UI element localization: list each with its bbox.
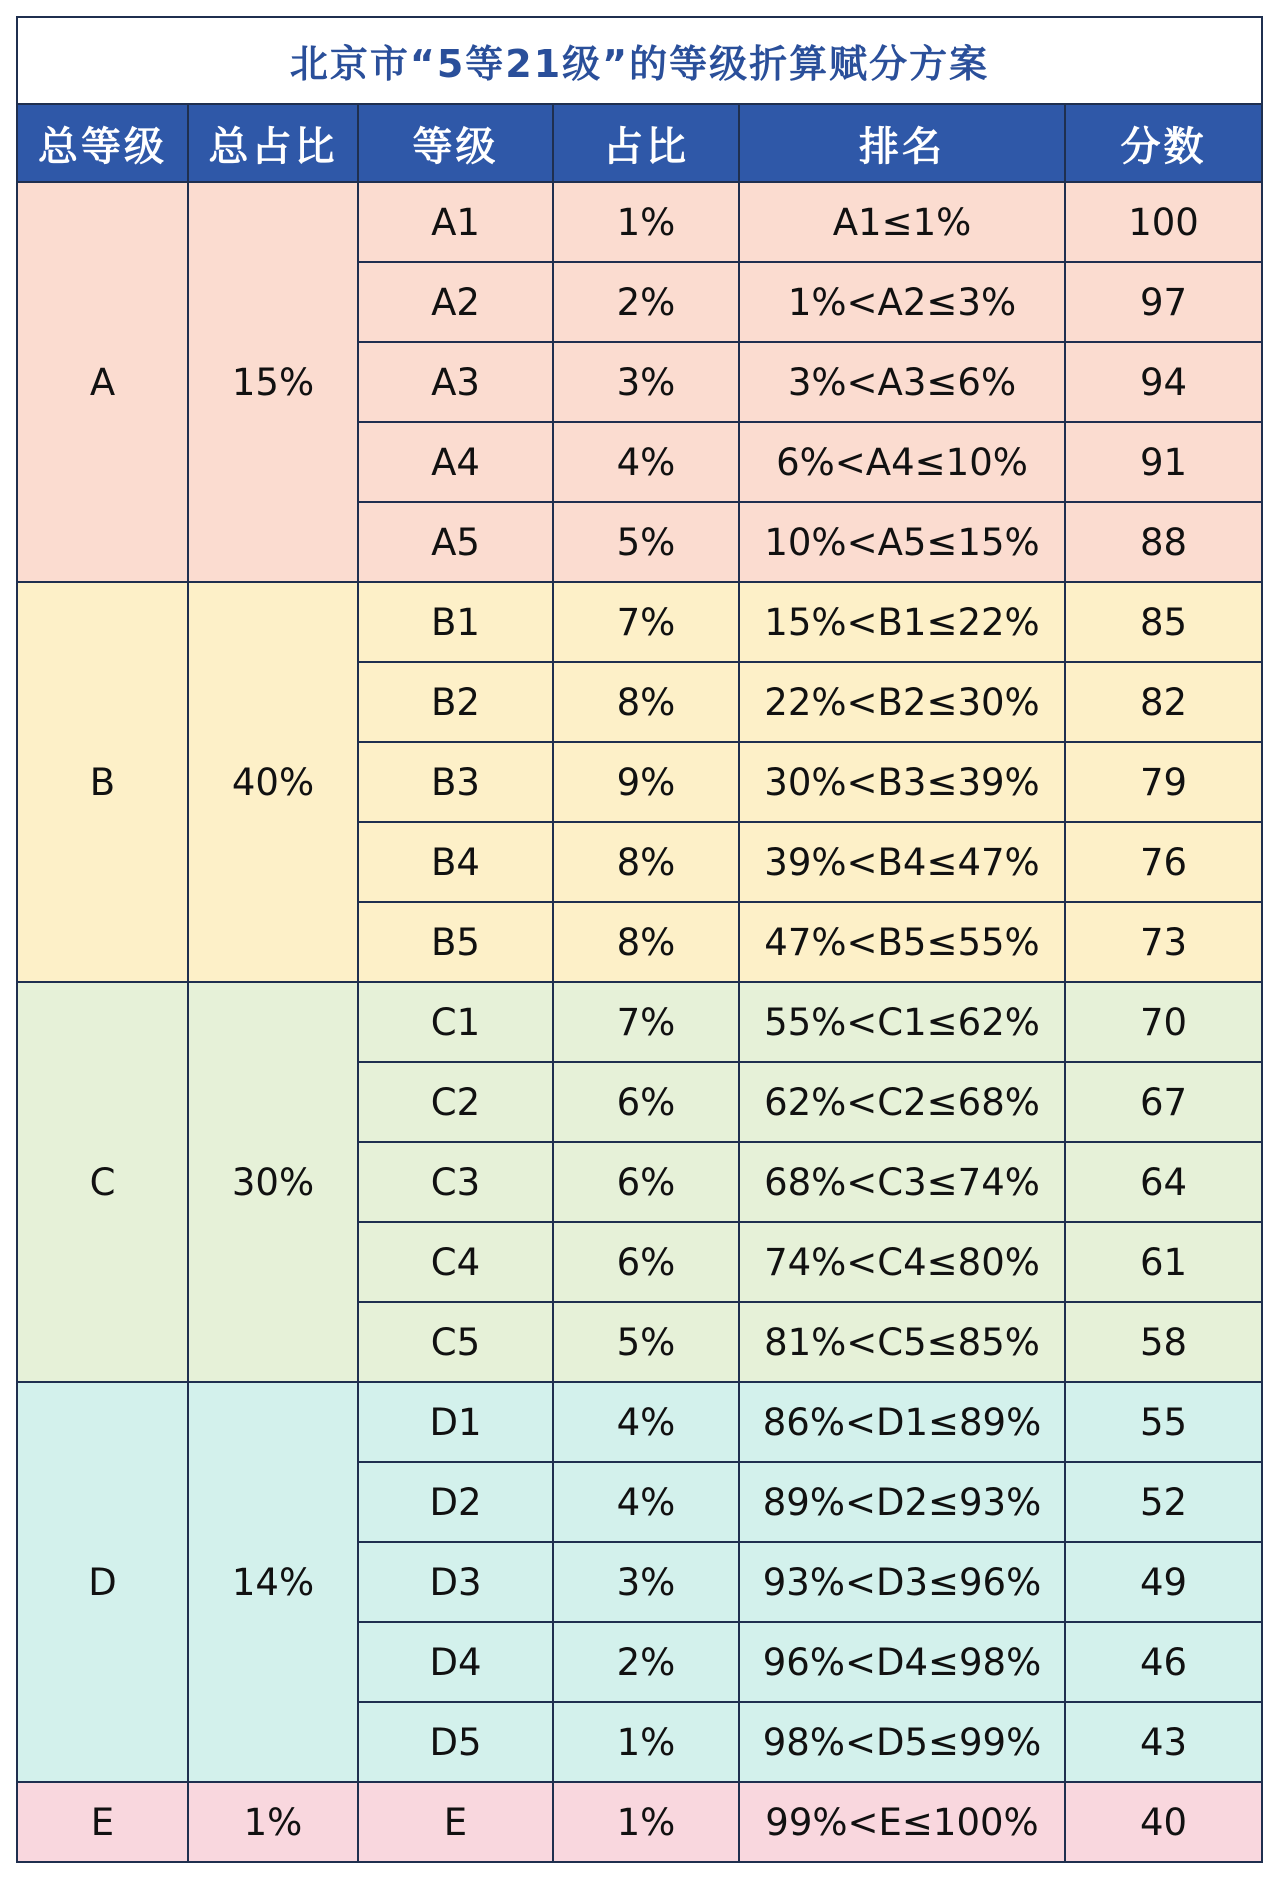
grade-cell: B5	[358, 902, 553, 982]
rank-cell: 81%<C5≤85%	[739, 1302, 1065, 1382]
grade-cell: B1	[358, 582, 553, 662]
rank-cell: 1%<A2≤3%	[739, 262, 1065, 342]
score-cell: 58	[1065, 1302, 1262, 1382]
score-cell: 76	[1065, 822, 1262, 902]
grade-cell: D4	[358, 1622, 553, 1702]
table-title: 北京市“5等21级”的等级折算赋分方案	[17, 17, 1262, 104]
total-ratio-cell: 30%	[188, 982, 358, 1382]
rank-cell: 47%<B5≤55%	[739, 902, 1065, 982]
score-cell: 79	[1065, 742, 1262, 822]
header-total-ratio: 总占比	[188, 104, 358, 182]
score-cell: 61	[1065, 1222, 1262, 1302]
ratio-cell: 9%	[553, 742, 739, 822]
grade-cell: D2	[358, 1462, 553, 1542]
rank-cell: 68%<C3≤74%	[739, 1142, 1065, 1222]
score-cell: 97	[1065, 262, 1262, 342]
grade-cell: A4	[358, 422, 553, 502]
ratio-cell: 1%	[553, 1782, 739, 1862]
grading-table	[16, 16, 1263, 1863]
score-cell: 55	[1065, 1382, 1262, 1462]
grade-cell: B4	[358, 822, 553, 902]
ratio-cell: 4%	[553, 422, 739, 502]
ratio-cell: 8%	[553, 662, 739, 742]
grade-cell: C2	[358, 1062, 553, 1142]
grade-cell: A5	[358, 502, 553, 582]
rank-cell: 55%<C1≤62%	[739, 982, 1065, 1062]
ratio-cell: 2%	[553, 1622, 739, 1702]
rank-cell: 39%<B4≤47%	[739, 822, 1065, 902]
ratio-cell: 2%	[553, 262, 739, 342]
score-cell: 82	[1065, 662, 1262, 742]
total-ratio-cell: 15%	[188, 182, 358, 582]
grade-cell: A1	[358, 182, 553, 262]
table-row	[17, 582, 1262, 662]
score-cell: 73	[1065, 902, 1262, 982]
table-body	[17, 182, 1262, 1862]
score-cell: 85	[1065, 582, 1262, 662]
total-grade-cell: B	[17, 582, 188, 982]
total-grade-cell: A	[17, 182, 188, 582]
score-cell: 40	[1065, 1782, 1262, 1862]
grade-cell: D5	[358, 1702, 553, 1782]
ratio-cell: 5%	[553, 1302, 739, 1382]
table-row	[17, 982, 1262, 1062]
header-grade: 等级	[358, 104, 553, 182]
rank-cell: A1≤1%	[739, 182, 1065, 262]
ratio-cell: 6%	[553, 1222, 739, 1302]
total-grade-cell: D	[17, 1382, 188, 1782]
score-cell: 88	[1065, 502, 1262, 582]
header-row	[17, 104, 1262, 182]
header-score: 分数	[1065, 104, 1262, 182]
title-row	[17, 17, 1262, 104]
rank-cell: 98%<D5≤99%	[739, 1702, 1065, 1782]
rank-cell: 93%<D3≤96%	[739, 1542, 1065, 1622]
ratio-cell: 8%	[553, 822, 739, 902]
grade-cell: C1	[358, 982, 553, 1062]
table-row	[17, 1782, 1262, 1862]
total-ratio-cell: 14%	[188, 1382, 358, 1782]
rank-cell: 15%<B1≤22%	[739, 582, 1065, 662]
grade-cell: C3	[358, 1142, 553, 1222]
header-total-grade: 总等级	[17, 104, 188, 182]
rank-cell: 30%<B3≤39%	[739, 742, 1065, 822]
grade-cell: E	[358, 1782, 553, 1862]
rank-cell: 99%<E≤100%	[739, 1782, 1065, 1862]
score-cell: 64	[1065, 1142, 1262, 1222]
ratio-cell: 7%	[553, 982, 739, 1062]
rank-cell: 89%<D2≤93%	[739, 1462, 1065, 1542]
score-cell: 100	[1065, 182, 1262, 262]
header-rank: 排名	[739, 104, 1065, 182]
ratio-cell: 3%	[553, 1542, 739, 1622]
ratio-cell: 8%	[553, 902, 739, 982]
ratio-cell: 7%	[553, 582, 739, 662]
rank-cell: 62%<C2≤68%	[739, 1062, 1065, 1142]
rank-cell: 74%<C4≤80%	[739, 1222, 1065, 1302]
score-cell: 46	[1065, 1622, 1262, 1702]
grade-cell: A2	[358, 262, 553, 342]
grade-cell: D3	[358, 1542, 553, 1622]
rank-cell: 22%<B2≤30%	[739, 662, 1065, 742]
grade-cell: B3	[358, 742, 553, 822]
score-cell: 43	[1065, 1702, 1262, 1782]
grade-cell: C4	[358, 1222, 553, 1302]
total-ratio-cell: 1%	[188, 1782, 358, 1862]
ratio-cell: 1%	[553, 182, 739, 262]
score-cell: 91	[1065, 422, 1262, 502]
score-cell: 52	[1065, 1462, 1262, 1542]
grade-cell: A3	[358, 342, 553, 422]
ratio-cell: 1%	[553, 1702, 739, 1782]
score-cell: 70	[1065, 982, 1262, 1062]
score-cell: 67	[1065, 1062, 1262, 1142]
table-row	[17, 1382, 1262, 1462]
total-ratio-cell: 40%	[188, 582, 358, 982]
ratio-cell: 4%	[553, 1382, 739, 1462]
total-grade-cell: C	[17, 982, 188, 1382]
rank-cell: 3%<A3≤6%	[739, 342, 1065, 422]
grade-cell: D1	[358, 1382, 553, 1462]
ratio-cell: 4%	[553, 1462, 739, 1542]
header-ratio: 占比	[553, 104, 739, 182]
total-grade-cell: E	[17, 1782, 188, 1862]
ratio-cell: 3%	[553, 342, 739, 422]
ratio-cell: 5%	[553, 502, 739, 582]
score-cell: 94	[1065, 342, 1262, 422]
table-row	[17, 182, 1262, 262]
rank-cell: 6%<A4≤10%	[739, 422, 1065, 502]
rank-cell: 86%<D1≤89%	[739, 1382, 1065, 1462]
grading-document	[16, 16, 1261, 1863]
rank-cell: 96%<D4≤98%	[739, 1622, 1065, 1702]
grade-cell: C5	[358, 1302, 553, 1382]
ratio-cell: 6%	[553, 1142, 739, 1222]
ratio-cell: 6%	[553, 1062, 739, 1142]
grade-cell: B2	[358, 662, 553, 742]
score-cell: 49	[1065, 1542, 1262, 1622]
rank-cell: 10%<A5≤15%	[739, 502, 1065, 582]
